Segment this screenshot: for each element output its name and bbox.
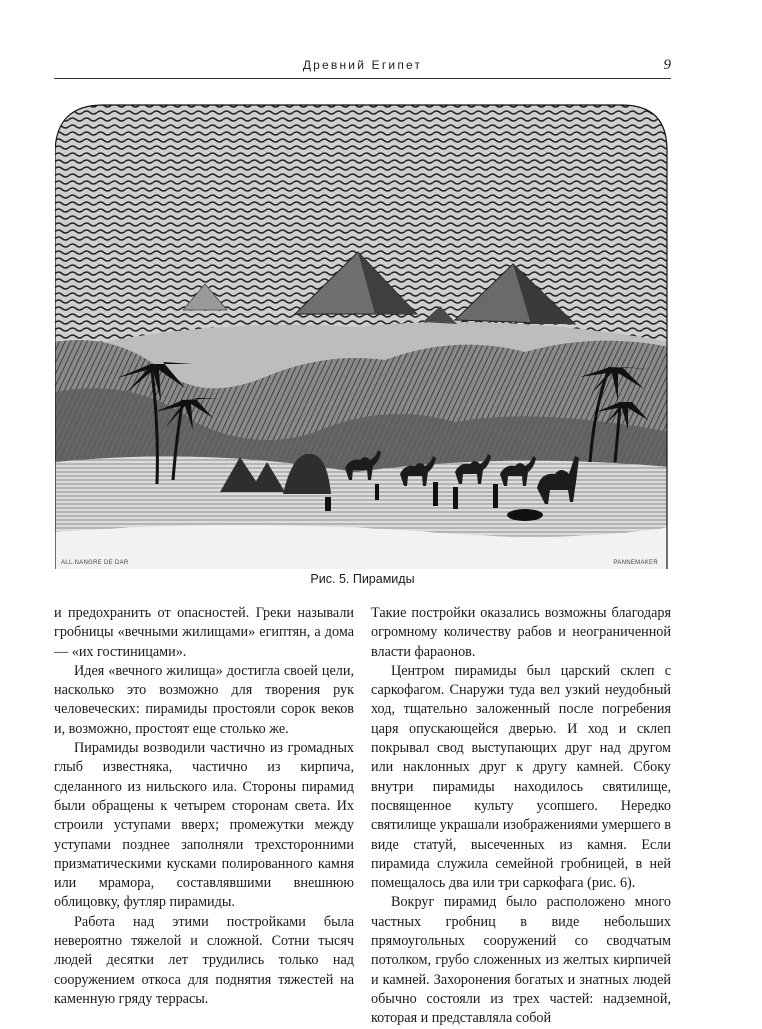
pyramids-engraving (55, 102, 670, 569)
paragraph: Работа над этими постройками была невероятно тяжелой и сложной. Сотни тысяч людей десятки лет трудились только над сооружением откоса для поднятия тяжестей на каменную гряду террасы. (54, 913, 354, 1007)
paragraph: Вокруг пирамид было расположено много частных гробниц в виде небольших прямоугольных сооружений со сводчатым потолком, грубо сложенных из желтых кирпичей и камней. Захоронения богатых и знатных людей обычно состояли из трех частей: надземной, которая и представляла собой (371, 894, 671, 1027)
text-column-left (54, 604, 354, 1009)
running-title: Древний Египет (302, 58, 423, 72)
pyramids-illustration (55, 102, 670, 569)
header-rule (54, 78, 671, 79)
page-number: 9 (663, 57, 671, 73)
page-header (54, 58, 671, 78)
engraver-signature-right: PANNEMAKER (613, 560, 658, 566)
engraver-signature-left: ALL.NANGRE DE DAR (61, 560, 129, 566)
figure-caption: Рис. 5. Пирамиды (310, 572, 415, 586)
paragraph: Центром пирамиды был царский склеп с саркофагом. Снаружи туда вел узкий неудобный ход, тщательно заложенный после погребения царя опускающейся дверью. И ход и склеп покрывал свод выступающих друг над другом или наклонных друг к другу камней. Сбоку внутри пирамиды находилось святилище, посвященное культу усопшего. Нередко святилище украшали изображениями умершего в виде статуй, высеченных из камня. Если пирамида служила семейной гробницей, в ней помещалось два или три саркофага (рис. 6). (371, 662, 671, 892)
paragraph: Идея «вечного жилища» достигла своей цели, насколько это возможно для творения рук человеческих: пирамиды простояли сорок веков и, возможно, простоят еще столько же. (54, 662, 354, 737)
text-column-right (371, 604, 671, 1029)
paragraph: Пирамиды возводили частично из громадных глыб известняка, частично из кирпича, сделанного из нильского ила. Стороны пирамид были обращены к четырем сторонам света. Их строили уступами вверх; промежутки между уступами позднее заполняли трехсторонними призматическими кусками полированного камня или мрамора, составлявшими внешнюю облицовку, футляр пирамиды. (54, 740, 354, 911)
paragraph: и предохранить от опасностей. Греки называли гробницы «вечными жилищами» египтян, а дома — «их гостиницами». (54, 605, 354, 660)
paragraph: Такие постройки оказались возможны благодаря огромному количеству рабов и неограниченной власти фараонов. (371, 605, 671, 660)
